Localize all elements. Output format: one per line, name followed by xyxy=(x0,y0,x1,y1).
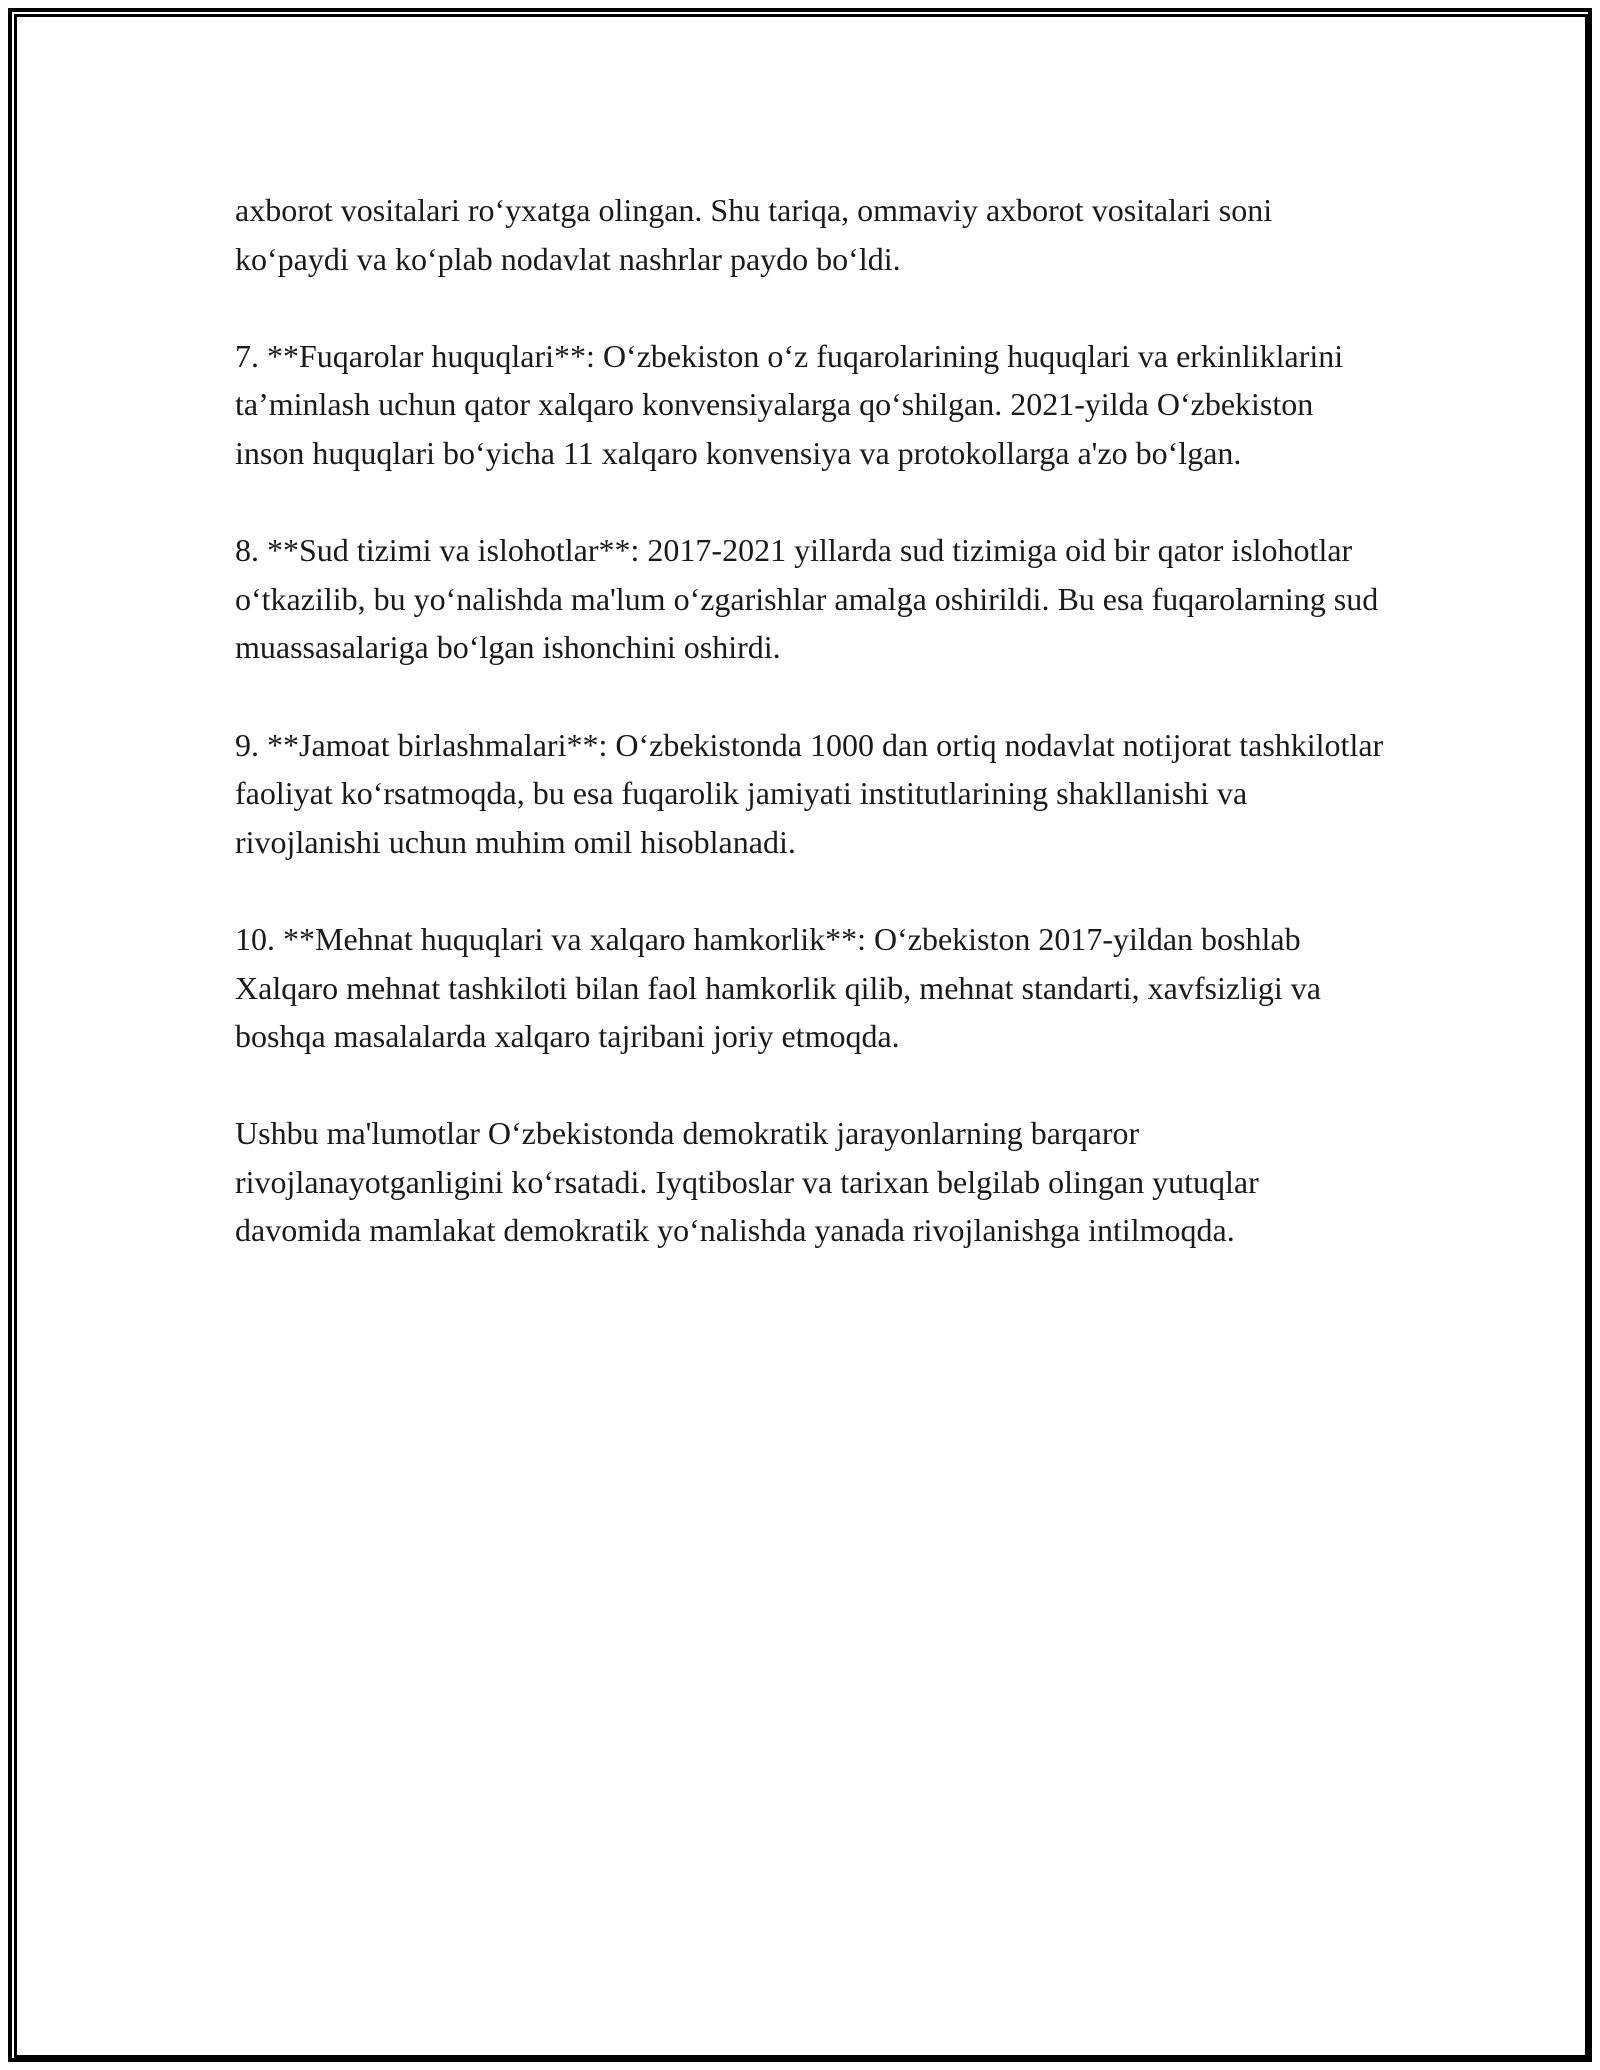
paragraph-public-associations: 9. **Jamoat birlashmalari**: Oʻzbekistonda 1000 dan ortiq nodavlat notijorat tashkilotlar faoliyat koʻrsatmoqda, bu esa fuqarolik jamiyati institutlarining shakllanishi va rivojlanishi uchun muhim omil hisoblanadi. xyxy=(235,726,1384,860)
paragraph-citizen-rights: 7. **Fuqarolar huquqlari**: Oʻzbekiston oʻz fuqarolarining huquqlari va erkinliklarini taʼminlash uchun qator xalqaro konvensiyalarga qoʻshilgan. 2021-yilda Oʻzbekiston inson huquqlari boʻyicha 11 xalqaro konvensiya va protokollarga a'zo boʻlgan. xyxy=(235,337,1344,471)
paragraph-media-continuation: axborot vositalari roʻyxatga olingan. Shu tariqa, ommaviy axborot vositalari soni koʻpaydi va koʻplab nodavlat nashrlar paydo boʻldi. xyxy=(235,192,1273,277)
paragraph-conclusion: Ushbu ma'lumotlar Oʻzbekistonda demokratik jarayonlarning barqaror rivojlanayotganligini koʻrsatadi. Iyqtiboslar va tarixan belgilab olingan yutuqlar davomida mamlakat demokratik yoʻnalishda yanada rivojlanishga intilmoqda. xyxy=(235,1115,1259,1249)
document-body xyxy=(235,186,1385,1304)
paragraph-labor-rights: 10. **Mehnat huquqlari va xalqaro hamkorlik**: Oʻzbekiston 2017-yildan boshlab Xalqaro mehnat tashkiloti bilan faol hamkorlik qilib, mehnat standarti, xavfsizligi va boshqa masalalarda xalqaro tajribani joriy etmoqda. xyxy=(235,920,1321,1055)
paragraph-judicial-reforms: 8. **Sud tizimi va islohotlar**: 2017-2021 yillarda sud tizimiga oid bir qator islohotlar oʻtkazilib, bu yoʻnalishda ma'lum oʻzgarishlar amalga oshirildi. Bu esa fuqarolarning sud muassasalariga boʻlgan ishonchini oshirdi. xyxy=(235,532,1379,666)
